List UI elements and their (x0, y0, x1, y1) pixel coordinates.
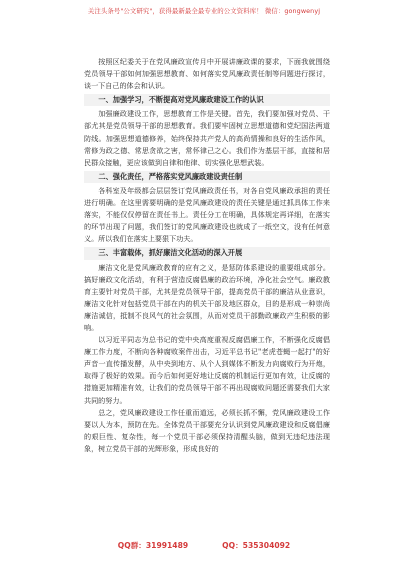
footer-qq-number: QQ：535304092 (222, 541, 291, 550)
section-heading-3: 三、丰富载体，抓好廉洁文化活动的深入开展 (84, 247, 330, 259)
intro-paragraph: 按照区纪委关于在党风廉政宣传月中开展讲廉政课的要求，下面我就围绕党员领导干部如何加强思想教育、如何落实党风廉政责任制等问题进行探讨，谈一下自己的体会和认识。 (84, 57, 330, 91)
section-paragraph-2: 各科室及年级都会层层签订党风廉政责任书，对各自党风廉政承担的责任进行明确。在这里需要明确的是党风廉政建设的责任关键是通过抓具体工作来落实，不能仅仅停留在责任书上。责任分工在明确，具体规定再详细，在落实的环节出现了问题，我们签订的党风廉政建设也就成了一纸空文，没有任何意义。所以我们在落实上要狠下功夫。 (84, 185, 330, 244)
section-paragraph-1: 加强廉政建设工作，思想教育工作是关键。首先，我们要加强对党员、干部尤其是党员领导干部的思想教育。我们要牢固树立思想道德和党纪国法两道防线。加强思想道德修养，始终保持共产党人的高尚情操和良好的生活作风，常修为政之德、常思贪欲之害，常怀律己之心。我们作为基层干部，直接和居民群众接触，更应该做到自律和他律、切实强化思想武装。 (84, 109, 330, 167)
footer-qq-group: QQ群：31991489 (117, 541, 189, 550)
section-heading-1: 一、加强学习，不断提高对党风廉政建设工作的认识 (84, 94, 330, 106)
section-paragraph-4: 以习近平同志为总书记的党中央高度重视反腐倡廉工作，不断强化反腐倡廉工作力度，不断向各种腐败案件出击，习近平总书记"老虎苍蝇一起打"的好声音一直传播发酵，从中央到地方、从个人到媒体不断发力向腐败行为开炮，取得了极好的效果。而今后如何更好地让反腐的机制运行更加有效，让反腐的措施更加精准有效，让我们的党员领导干部不再出现腐败问题还需要我们大家共同的努力。 (84, 335, 330, 405)
header-notice: 关注头条号"公文研究"，获得最新最全最专业的公文资料库！ 微信：gongwenyj (87, 7, 321, 15)
footer-contact (0, 540, 408, 551)
conclusion-paragraph: 总之，党风廉政建设工作任重而道远，必须长抓不懈，党风廉政建设工作要以人为本，预防在先。全体党员干部要充分认识到党风廉政建设和反腐倡廉的艰巨性、复杂性，每一个党员干部必须保持清醒头脑，做到无违纪违法现象，树立党员干部的光辉形象，形成良好的 (84, 407, 330, 453)
section-paragraph-3: 廉洁文化是党风廉政教育的应有之义，是惩防体系建设的重要组成部分。搞好廉政文化活动，有利于营造反腐倡廉的政治环境，净化社会空气。廉政教育主要针对党员干部，尤其是党员领导干部，提高党员干部的廉洁从业意识，廉洁文化针对包括党员干部在内的机关干部及地区群众，目的是形成一种崇尚廉洁诚信，抵制不良风气的社会氛围，从而对党员干部勤政廉政产生积极的影响。 (84, 262, 330, 332)
section-heading-2: 二、强化责任，严格落实党风廉政建设责任制 (84, 171, 330, 183)
document-body (84, 56, 330, 455)
